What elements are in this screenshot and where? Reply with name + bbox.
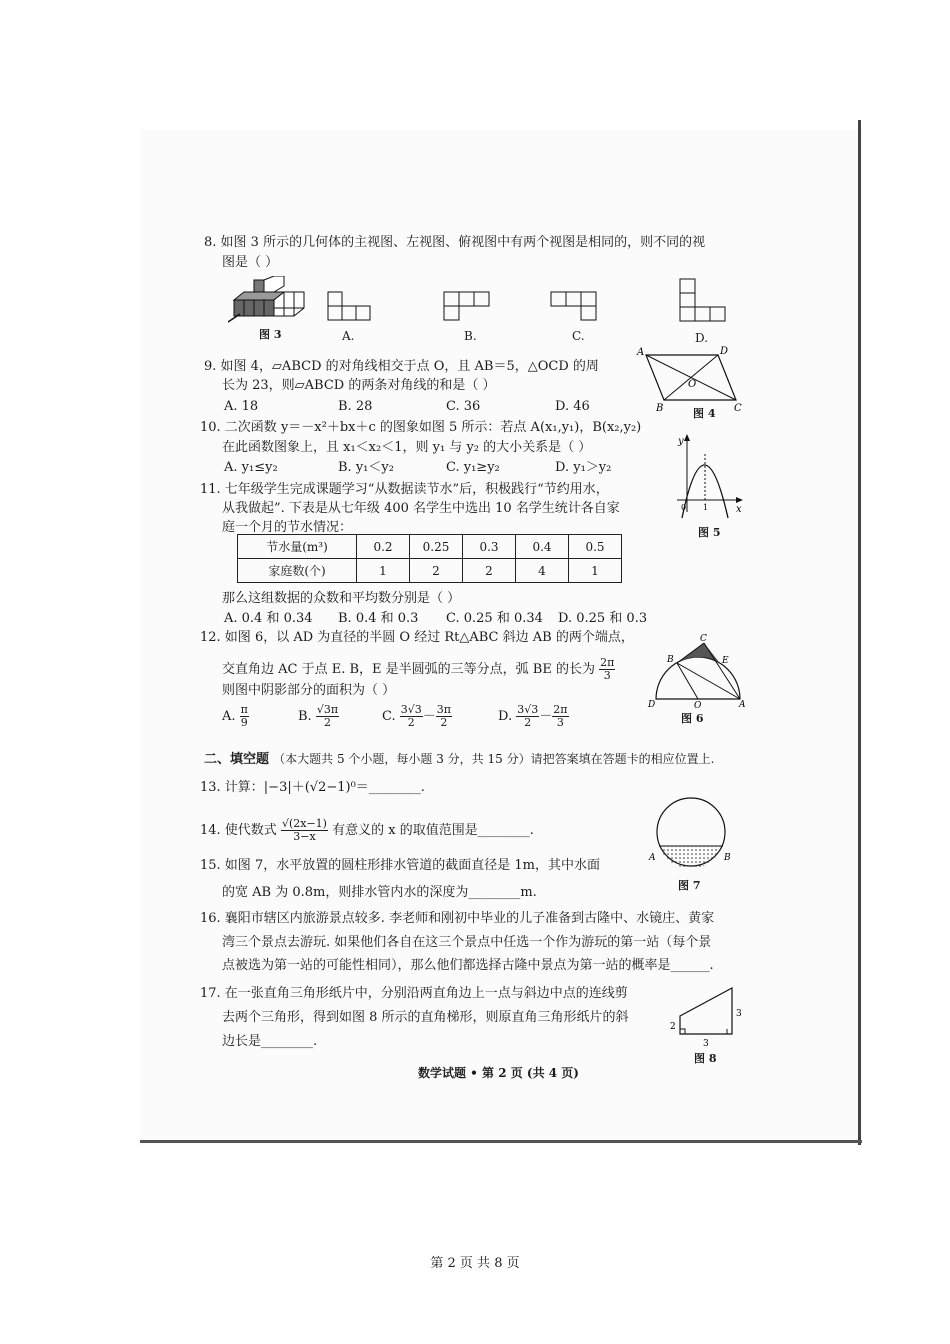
- q14-prefix: 14. 使代数式: [200, 823, 277, 839]
- table-cell: 2: [410, 559, 463, 583]
- q8-option-b-view: [443, 291, 491, 323]
- table-cell: 0.25: [410, 535, 463, 559]
- q9-option-a[interactable]: A. 18: [224, 399, 259, 414]
- q10-label-y: y: [678, 436, 684, 447]
- q9-option-c[interactable]: C. 36: [446, 399, 481, 414]
- q12-fig6-semicircle: [646, 633, 746, 709]
- q9-line1: 9. 如图 4，▱ABCD 的对角线相交于点 O，且 AB＝5，△OCD 的周: [204, 359, 599, 374]
- q14-suffix: 有意义的 x 的取值范围是________.: [332, 823, 534, 839]
- q10-line1: 10. 二次函数 y＝－x²＋bx＋c 的图象如图 5 所示：若点 A(x₁,y₁)，B(x₂,y₂): [200, 420, 642, 435]
- fraction-numerator: 3√3: [400, 703, 422, 716]
- table-row-header: 家庭数(个): [238, 559, 357, 583]
- q15-line2: 的宽 AB 为 0.8m，则排水管内水的深度为________m.: [222, 885, 537, 900]
- q12-label-c: C: [700, 634, 707, 644]
- q12-option-a[interactable]: [222, 704, 249, 729]
- fraction-numerator: 2π: [600, 656, 615, 669]
- fraction-denominator: 9: [240, 716, 248, 730]
- q11-option-a[interactable]: A. 0.4 和 0.34: [224, 611, 313, 626]
- q8-line1: 8. 如图 3 所示的几何体的主视图、左视图、俯视图中有两个视图是相同的，则不同的视: [204, 235, 706, 250]
- q10-label-x: x: [736, 504, 742, 515]
- q9-label-d: D: [720, 346, 729, 357]
- q17-fig8-caption: 图 8: [694, 1052, 717, 1065]
- fraction-denominator: 2: [407, 716, 415, 730]
- q16-line2: 湾三个景点去游玩. 如果他们各自在这三个景点中任选一个作为游玩的第一站（每个景: [222, 935, 712, 950]
- fraction-denominator: 2: [524, 716, 532, 730]
- section2-title: 二、填空题: [204, 752, 270, 767]
- q12-option-d[interactable]: [498, 704, 569, 729]
- q15-fig7-caption: 图 7: [678, 879, 701, 892]
- section2-note: （本大题共 5 个小题，每小题 3 分，共 15 分）请把答案填在答题卡的相应位置上.: [273, 752, 715, 766]
- minus-sign: －: [539, 709, 553, 725]
- q9-line2: 长为 23，则▱ABCD 的两条对角线的和是（ ）: [222, 378, 496, 393]
- q9-option-d[interactable]: D. 46: [555, 399, 590, 414]
- q11-line2: 从我做起”. 下表是从七年级 400 名学生中选出 10 名学生统计各自家: [222, 501, 620, 516]
- q9-label-o: O: [688, 379, 697, 390]
- q8-solid-figure: [228, 276, 308, 324]
- q11-data-table: [237, 534, 622, 583]
- q12-arc-fraction: [599, 657, 615, 682]
- q12-line1: 12. 如图 6，以 AD 为直径的半圆 O 经过 Rt△ABC 斜边 AB 的两个端点，: [200, 630, 634, 645]
- q12-label-b: B: [667, 655, 674, 665]
- q15-label-a: A: [649, 853, 656, 863]
- q10-line2: 在此函数图象上，且 x₁＜x₂＜1，则 y₁ 与 y₂ 的大小关系是（ ）: [222, 440, 592, 455]
- sheet-footer: 数学试题 • 第 2 页 (共 4 页): [418, 1066, 579, 1080]
- q8-fig3-caption: 图 3: [259, 328, 282, 341]
- q12-line2-text: 交直角边 AC 于点 E. B，E 是半圆弧的三等分点，弧 BE 的长为: [222, 662, 595, 678]
- q8-option-a-view: [327, 291, 373, 323]
- fraction-numerator: 2π: [553, 703, 568, 716]
- q16-line1: 16. 襄阳市辖区内旅游景点较多. 李老师和刚初中毕业的儿子准备到古隆中、水镜庄、黄家: [200, 911, 715, 926]
- q17-label-left: 2: [670, 1022, 676, 1032]
- table-cell: 4: [516, 559, 569, 583]
- option-fraction: [316, 704, 339, 729]
- q17-line3: 边长是________.: [222, 1034, 318, 1049]
- q15-line1: 15. 如图 7，水平放置的圆柱形排水管道的截面直径是 1m，其中水面: [200, 858, 600, 873]
- q10-option-c[interactable]: C. y₁≥y₂: [446, 460, 500, 475]
- q11-option-b[interactable]: B. 0.4 和 0.3: [338, 611, 419, 626]
- q9-option-b[interactable]: B. 28: [338, 399, 373, 414]
- q12-fig6-caption: 图 6: [681, 712, 704, 725]
- q8-line2: 图是（ ）: [222, 255, 279, 270]
- fraction-numerator: 3√3: [517, 703, 539, 716]
- q8-option-d-view: [679, 278, 729, 324]
- option-fraction: [240, 704, 249, 729]
- q14-fraction: [281, 818, 328, 843]
- q12-label-d: D: [648, 700, 656, 709]
- fraction-numerator: 3π: [436, 703, 452, 716]
- q14: [200, 818, 534, 843]
- q9-fig4-caption: 图 4: [693, 407, 716, 420]
- option-letter: C.: [382, 709, 396, 725]
- q8-option-d[interactable]: D.: [695, 331, 709, 345]
- q13: 13. 计算：|−3|＋(√2−1)⁰＝________.: [200, 780, 425, 795]
- table-cell: 0.5: [569, 535, 622, 559]
- q9-fig4-parallelogram: [636, 345, 746, 415]
- table-row: [238, 559, 622, 583]
- option-fraction: [516, 704, 539, 729]
- q12-label-e: E: [722, 656, 729, 666]
- q17-label-right: 3: [736, 1009, 742, 1019]
- q17-line1: 17. 在一张直角三角形纸片中，分别沿两直角边上一点与斜边中点的连线剪: [200, 986, 628, 1001]
- option-letter: D.: [498, 709, 513, 725]
- option-letter: A.: [222, 709, 236, 725]
- q12-line3: 则图中阴影部分的面积为（ ）: [222, 683, 396, 698]
- scan-edge: [858, 120, 861, 1145]
- q12-label-a: A: [739, 700, 746, 709]
- q12-label-o: O: [694, 701, 702, 709]
- fraction-denominator: 2: [440, 716, 448, 730]
- minus-sign: －: [422, 709, 436, 725]
- q17-fig8-trapezoid: [664, 984, 746, 1050]
- q10-option-b[interactable]: B. y₁＜y₂: [338, 460, 394, 475]
- q9-label-b: B: [656, 403, 664, 414]
- q10-fig5-parabola: [672, 432, 746, 522]
- table-row: [238, 535, 622, 559]
- table-cell: 2: [463, 559, 516, 583]
- q12-line2: [222, 657, 615, 682]
- option-letter: B.: [298, 709, 312, 725]
- q8-option-b[interactable]: B.: [464, 329, 477, 343]
- q8-option-c-view: [550, 291, 600, 323]
- q11-line1: 11. 七年级学生完成课题学习“从数据读节水”后，积极践行“节约用水，: [200, 482, 609, 497]
- option-fraction: [400, 704, 423, 729]
- section2-heading: [204, 753, 714, 766]
- q17-line2: 去两个三角形，得到如图 8 所示的直角梯形，则原直角三角形纸片的斜: [222, 1010, 629, 1025]
- option-fraction: [436, 704, 452, 729]
- q15-fig7-pipe: [646, 796, 736, 878]
- q10-fig5-caption: 图 5: [698, 526, 721, 539]
- fraction-denominator: 3−x: [293, 830, 316, 844]
- table-cell: 0.3: [463, 535, 516, 559]
- option-fraction: [552, 704, 568, 729]
- q12-option-b[interactable]: [298, 704, 339, 729]
- table-cell: 0.4: [516, 535, 569, 559]
- table-cell: 0.2: [357, 535, 410, 559]
- q9-label-a: A: [637, 347, 645, 358]
- scan-bottom-edge: [140, 1140, 862, 1143]
- fraction-numerator: √3π: [316, 703, 339, 716]
- q8-option-a[interactable]: A.: [342, 329, 355, 343]
- q9-label-c: C: [734, 403, 742, 414]
- q12-option-c[interactable]: [382, 704, 452, 729]
- q10-label-one: 1: [703, 503, 709, 512]
- q11-line4: 那么这组数据的众数和平均数分别是（ ）: [222, 591, 461, 606]
- fraction-denominator: 3: [556, 716, 564, 730]
- q11-line3: 庭一个月的节水情况：: [222, 520, 353, 535]
- q10-option-a[interactable]: A. y₁≤y₂: [224, 460, 278, 475]
- fraction-denominator: 3: [603, 669, 611, 683]
- q15-label-b: B: [724, 853, 731, 863]
- q11-option-d[interactable]: D. 0.25 和 0.3: [558, 611, 648, 626]
- q11-option-c[interactable]: C. 0.25 和 0.34: [446, 611, 543, 626]
- fraction-denominator: 2: [323, 716, 331, 730]
- q17-label-bottom: 3: [703, 1039, 709, 1049]
- q16-line3: 点被选为第一站的可能性相同），那么他们都选择古隆中景点为第一站的概率是______.: [222, 958, 714, 973]
- q10-label-origin: 0: [681, 503, 687, 512]
- q10-option-d[interactable]: D. y₁＞y₂: [555, 460, 612, 475]
- table-cell: 1: [357, 559, 410, 583]
- fraction-numerator: π: [240, 703, 248, 716]
- table-cell: 1: [569, 559, 622, 583]
- page-footer: 第 2 页 共 8 页: [430, 1256, 520, 1271]
- q8-option-c[interactable]: C.: [572, 329, 585, 343]
- table-row-header: 节水量(m³): [238, 535, 357, 559]
- fraction-numerator: √(2x−1): [281, 817, 327, 830]
